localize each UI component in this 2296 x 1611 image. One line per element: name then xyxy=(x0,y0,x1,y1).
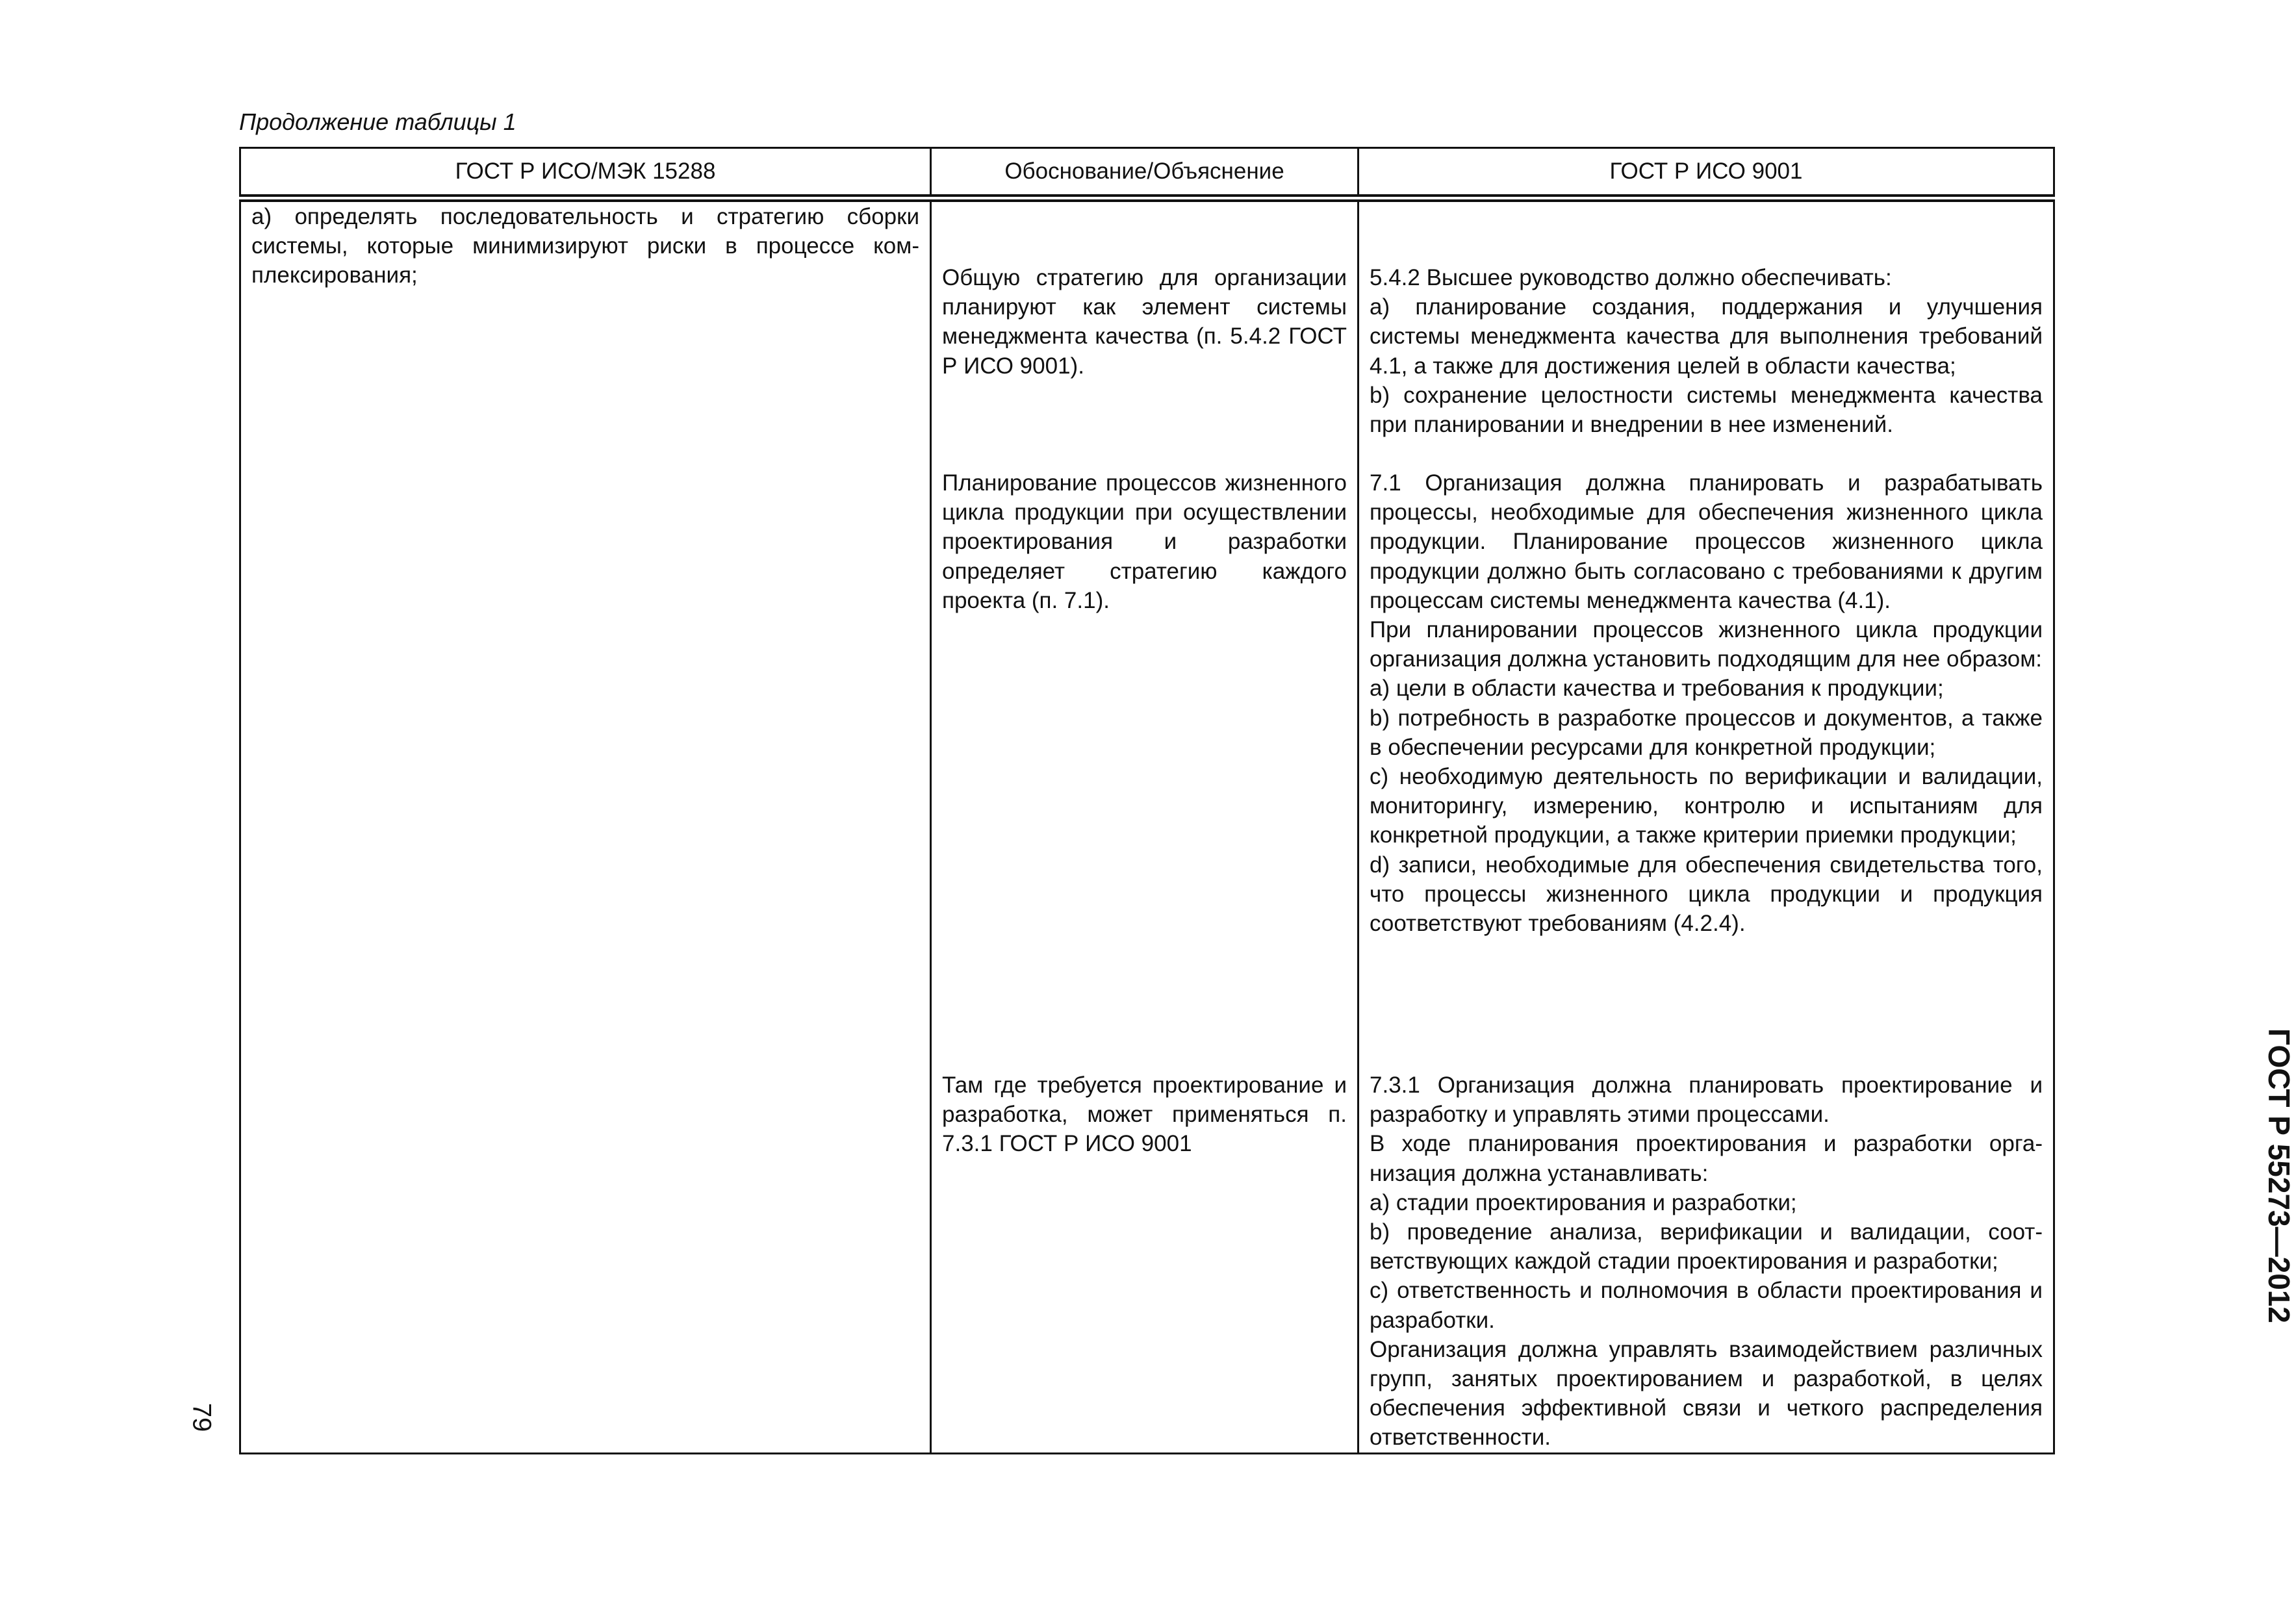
justification-2: Планирование процессов жизненного цикла продукции при осуществлении проектирования и разработки определяет стратегию каждого проекта (п. 7.1). xyxy=(942,470,1347,613)
justification-1: Общую стратегию для организации планируют как элемент системы менеджмента качества (п. 5.4.2 ГОСТ Р ИСО 9001). xyxy=(942,265,1347,379)
clause-line: В ходе планирования проектирования и разработки организация должна устанавливать: xyxy=(1370,1131,2043,1186)
cell-justification xyxy=(931,198,1358,1453)
comparison-table xyxy=(239,147,2055,1454)
page-number: 79 xyxy=(187,1402,216,1432)
cell-gost-9001 xyxy=(1358,198,2054,1453)
clause-line: c) необходимую деятельность по верификации и валидации, мониторингу, измерению, контролю и испытаниям для конкретной продукции, а также критерии приемки продукции; xyxy=(1370,764,2043,848)
clause-5-4-2 xyxy=(1370,202,2043,468)
table-row xyxy=(240,198,2054,1453)
cell-gost-15288 xyxy=(240,198,931,1453)
clause-line: b) сохранение целостности системы менеджмента качества при планировании и внедрении в нее изменений. xyxy=(1370,382,2043,438)
clause-line: b) потребность в разработке процессов и документов, а также в обеспечении ресурсами для конкретной продукции; xyxy=(1370,705,2043,760)
clause-line: При планировании процессов жизненного цикла продукции организация должна установить подходящим для нее образом: xyxy=(1370,617,2043,672)
clause-line: а) стадии проектирования и разработки; xyxy=(1370,1189,1797,1215)
clause-line: 7.3.1 Организация должна планировать проектирование и разработку и управлять этими процессами. xyxy=(1370,1072,2043,1128)
table-header-row xyxy=(240,148,2054,199)
clause-line: Организация должна управлять взаимодействием различных групп, занятых проектированием и разработкой, в целях обеспечения эффективной связи и четкого распределения ответственности. xyxy=(1370,1336,2043,1451)
column-header-9001: ГОСТ Р ИСО 9001 xyxy=(1358,148,2054,199)
column-header-justification: Обоснование/Объяснение xyxy=(931,148,1358,199)
clause-line: а) цели в области качества и требования к продукции; xyxy=(1370,676,1944,702)
requirement-text: а) определять последовательность и стратегию сборки системы, которые минимизируют риски в процессе комплексирования; xyxy=(251,204,919,288)
justification-3: Там где требуется проектирование и разработка, может применяться п. 7.3.1 ГОСТ Р ИСО 9001 xyxy=(942,1072,1347,1157)
clause-line: d) записи, необходимые для обеспечения свидетельства того, что процессы жизненного цикла продукции и продукция соответствуют требованиям (4.2.4). xyxy=(1370,852,2043,937)
table-caption: Продолжение таблицы 1 xyxy=(239,108,517,135)
column-header-15288: ГОСТ Р ИСО/МЭК 15288 xyxy=(240,148,931,199)
clause-line: а) планирование создания, поддержания и улучшения системы менеджмента качества для выполнения требований 4.1, а также для достижения целей в области качества; xyxy=(1370,294,2043,379)
clause-line: 5.4.2 Высшее руководство должно обеспечивать: xyxy=(1370,265,1892,290)
clause-line: b) проведение анализа, верификации и валидации, соответствующих каждой стадии проектирования и разработки; xyxy=(1370,1219,2043,1275)
clause-7-1 xyxy=(1370,468,2043,1071)
document-designation: ГОСТ Р 55273—2012 xyxy=(2262,1028,2296,1323)
clause-line: 7.1 Организация должна планировать и разрабатывать процессы, необходимые для обеспечения жизненного цикла продукции. Планирование процессов жизненного цикла продукции должно быть согласовано с требованиями к другим процессам системы менеджмента качества (4.1). xyxy=(1370,470,2043,613)
clause-line: c) ответственность и полномочия в области проектирования и разработки. xyxy=(1370,1278,2043,1333)
clause-7-3-1 xyxy=(1370,1071,2043,1452)
